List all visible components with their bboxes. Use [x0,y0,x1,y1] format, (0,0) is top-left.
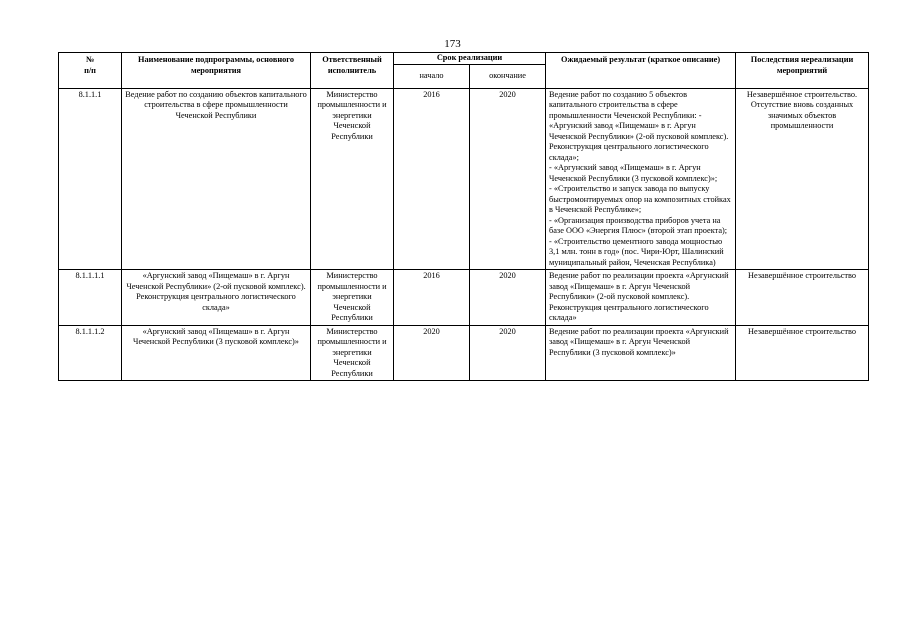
row-name: Ведение работ по созданию объектов капитального строительства в сфере промышленности Чеченской Республики [122,88,311,270]
row-consequences: Незавершённое строительство. Отсутствие вновь созданных значимых объектов промышленности [736,88,869,270]
row-responsible: Министерство промышленности и энергетики Чеченской Республики [311,325,394,381]
header-start: начало [394,64,470,88]
row-name: «Аргунский завод «Пищемаш» в г. Аргун Чеченской Республики» (2-ой пусковой комплекс). Реконструкция центрального логистического склада» [122,270,311,326]
table-row [59,325,869,381]
header-result: Ожидаемый результат (краткое описание) [546,53,736,89]
row-start: 2016 [394,270,470,326]
page-number: 173 [444,38,461,50]
row-result: Ведение работ по созданию 5 объектов капитального строительства в сфере промышленности Чеченской Республики: - «Аргунский завод «Пищемаш» в г. Аргун Чеченской Республики» (2-ой пусковой комплекс). Реконструкция центрального логистического склада»; - «Аргунский завод «Пищемаш» в г. Аргун Чеченской Республики (3 пусковой комплекс)»; - «Строительство и запуск завода по выпуску быстромонтируемых опор на композитных стойках в Чеченской Республике»; - «Организация производства приборов учета на базе ООО «Энергия Плюс» (второй этап проекта); - «Строительство цементного завода мощностью 3,1 млн. тонн в год» (пос. Чири-Юрт, Шалинский муниципальный район, Чеченская Республика) [546,88,736,270]
row-end: 2020 [470,270,546,326]
header-consequences: Последствия нереализации мероприятий [736,53,869,89]
header-name: Наименование подпрограммы, основного мероприятия [122,53,311,89]
row-start: 2016 [394,88,470,270]
table-row [59,270,869,326]
row-num: 8.1.1.1.2 [59,325,122,381]
header-row [59,53,869,65]
header-period: Срок реализации [394,53,546,65]
row-num: 8.1.1.1.1 [59,270,122,326]
row-name: «Аргунский завод «Пищемаш» в г. Аргун Чеченской Республики (3 пусковой комплекс)» [122,325,311,381]
header-num: № п/п [59,53,122,89]
header-end: окончание [470,64,546,88]
row-responsible: Министерство промышленности и энергетики Чеченской Республики [311,88,394,270]
program-table [58,52,869,381]
row-result: Ведение работ по реализации проекта «Аргунский завод «Пищемаш» в г. Аргун Чеченской Республики» (2-ой пусковой комплекс). Реконструкция центрального логистического склада» [546,270,736,326]
header-responsible: Ответственный исполнитель [311,53,394,89]
row-num: 8.1.1.1 [59,88,122,270]
row-consequences: Незавершённое строительство [736,270,869,326]
row-consequences: Незавершённое строительство [736,325,869,381]
row-end: 2020 [470,325,546,381]
row-end: 2020 [470,88,546,270]
table-row [59,88,869,270]
row-start: 2020 [394,325,470,381]
row-responsible: Министерство промышленности и энергетики Чеченской Республики [311,270,394,326]
row-result: Ведение работ по реализации проекта «Аргунский завод «Пищемаш» в г. Аргун Чеченской Республики (3 пусковой комплекс)» [546,325,736,381]
